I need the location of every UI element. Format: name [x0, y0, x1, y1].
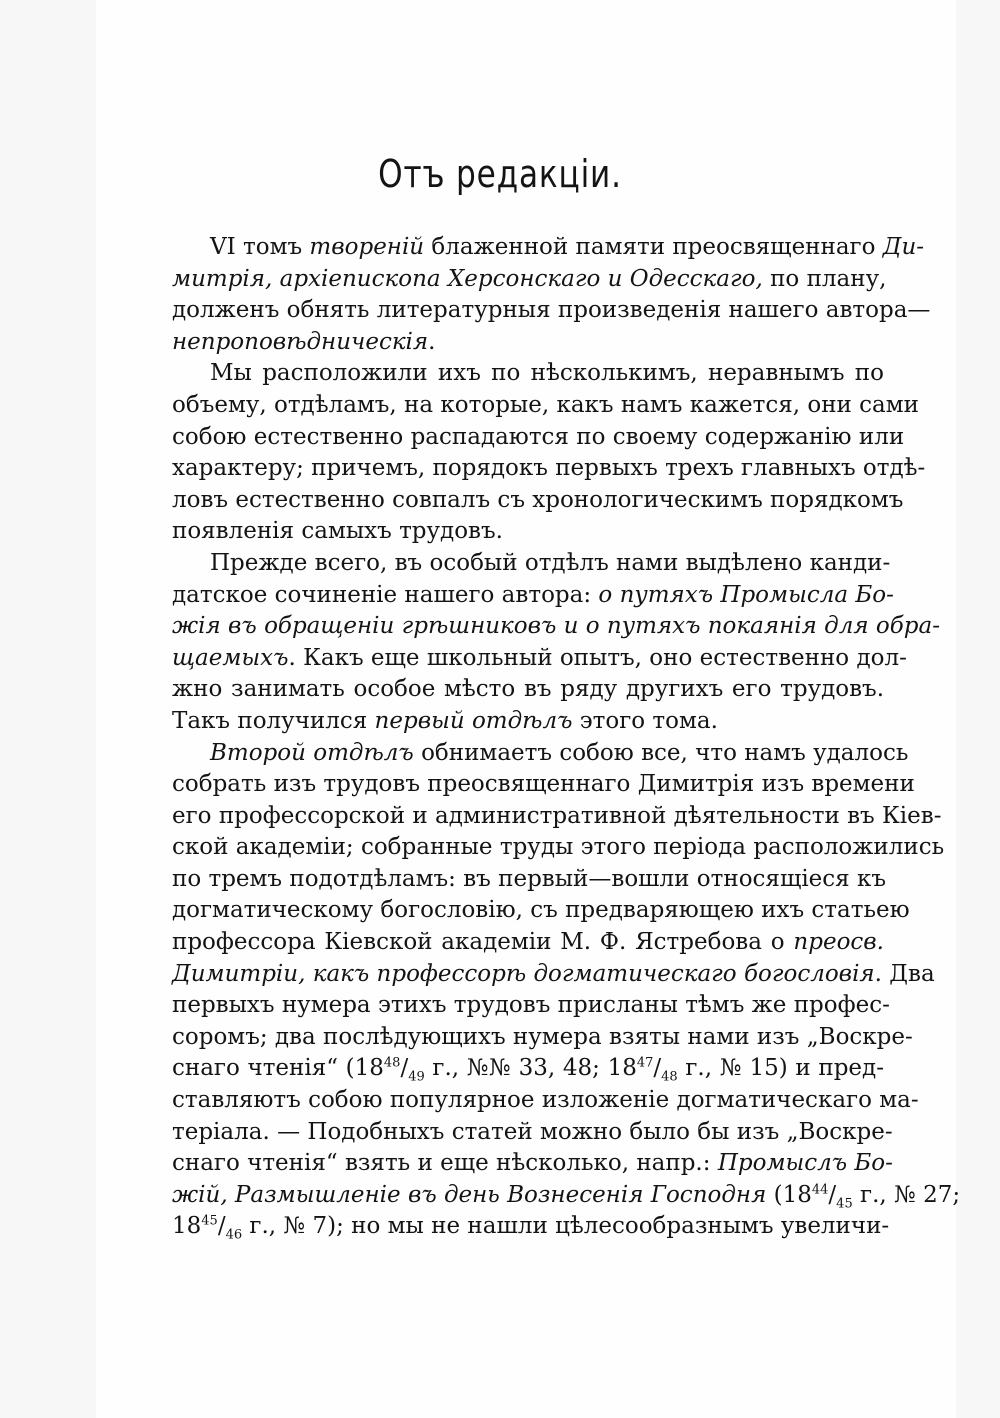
text-line: долженъ обнять литературныя произведенія нашего автора—: [172, 297, 931, 324]
text-line: профессора Кіевской академіи М. Ф. Ястребова о преосв.: [172, 929, 884, 956]
text-line: объему, отдѣламъ, на которые, какъ намъ кажется, они сами: [172, 391, 919, 418]
text-line: первыхъ нумера этихъ трудовъ присланы тѣмъ же профес-: [172, 992, 890, 1019]
text-line: $18^{45}/_{46}$ г., № 7); но мы не нашли цѣлесообразнымъ увеличи-: [172, 1213, 890, 1243]
text-line: догматическому богословію, съ предваряющею ихъ статьею: [172, 897, 910, 924]
text-line: Мы расположили ихъ по нѣсколькимъ, неравнымъ по: [210, 360, 884, 387]
text-line: теріала. — Подобныхъ статей можно было бы изъ „Воскре-: [172, 1118, 893, 1145]
text-line: собрать изъ трудовъ преосвященнаго Димитрія изъ времени: [172, 771, 915, 798]
text-line: снаго чтенія“ взять и еще нѣсколько, напр.: Промыслъ Бо-: [172, 1150, 893, 1177]
body-text: [172, 232, 961, 1243]
text-line: жій, Размышленіе въ день Вознесенія Господня ($18^{44}/_{45}$ г., № 27;: [172, 1181, 961, 1212]
text-line: характеру; причемъ, порядокъ первыхъ трехъ главныхъ отдѣ-: [172, 455, 926, 482]
text-line: жно занимать особое мѣсто въ ряду другихъ его трудовъ.: [172, 676, 884, 703]
page-title: Отъ редакціи.: [378, 152, 622, 196]
text-line: Димитріи, какъ профессорѣ догматическаго богословія. Два: [172, 960, 935, 987]
text-line: Такъ получился первый отдѣлъ этого тома.: [172, 707, 718, 734]
text-line: ской академіи; собранные труды этого періода расположились: [172, 834, 945, 861]
text-line: по тремъ подотдѣламъ: въ первый—вошли относящіеся къ: [172, 865, 886, 892]
text-line: ставляютъ собою популярное изложеніе догматическаго ма-: [172, 1087, 919, 1114]
text-line: Второй отдѣлъ обнимаетъ собою все, что намъ удалось: [210, 739, 909, 766]
text-line: Прежде всего, въ особый отдѣлъ нами выдѣлено канди-: [210, 549, 891, 576]
text-line: снаго чтенія“ ($18^{48}/_{49}$ г., №№ 33, 48; $18^{47}/_{48}$ г., № 15) и пред-: [172, 1055, 884, 1086]
text-line: жія въ обращеніи грѣшниковъ и о путяхъ покаянія для обра-: [172, 613, 940, 640]
text-line: митрія, архіепископа Херсонскаго и Одесскаго, по плану,: [172, 265, 887, 292]
text-line: VI томъ твореній блаженной памяти преосвященнаго Ди-: [210, 234, 925, 260]
text-line: его профессорской и административной дѣятельности въ Кіев-: [172, 802, 942, 829]
text-line: появленія самыхъ трудовъ.: [172, 518, 503, 545]
text-line: непроповѣдническія.: [172, 328, 436, 355]
text-line: датское сочиненіе нашего автора: о путяхъ Промысла Бо-: [172, 581, 894, 608]
text-line: щаемыхъ. Какъ еще школьный опытъ, оно естественно дол-: [172, 644, 907, 671]
text-line: ловъ естественно совпалъ съ хронологическимъ порядкомъ: [172, 486, 904, 513]
text-line: соромъ; два послѣдующихъ нумера взяты нами изъ „Воскре-: [172, 1023, 913, 1050]
text-line: собою естественно распадаются по своему содержанію или: [172, 423, 905, 450]
